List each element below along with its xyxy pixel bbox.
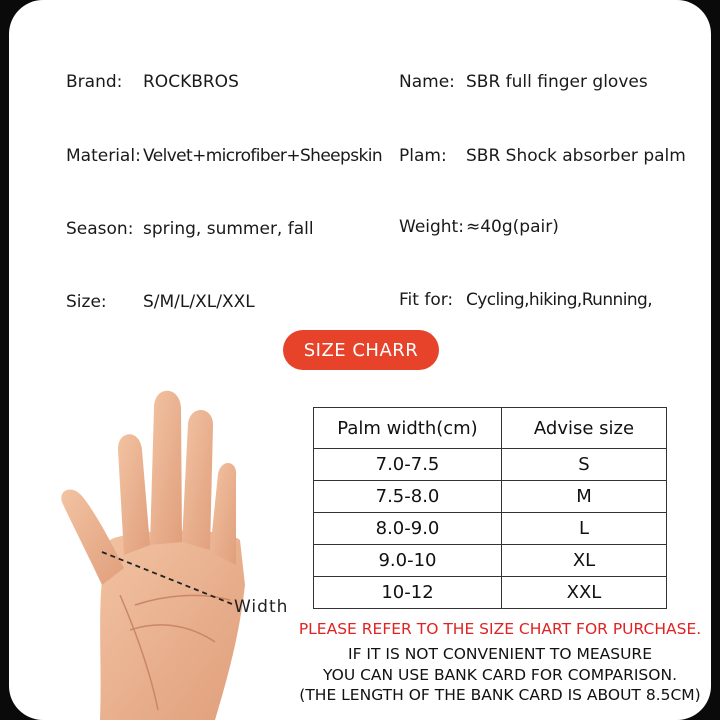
spec-value: spring, summer, fall bbox=[143, 219, 314, 239]
column-header: Palm width(cm) bbox=[314, 408, 502, 449]
spec-label: Name: bbox=[399, 72, 455, 92]
measure-note-line2: YOU CAN USE BANK CARD FOR COMPARISON. bbox=[323, 666, 677, 684]
table-row bbox=[314, 545, 667, 577]
size-chart-table bbox=[313, 407, 667, 609]
size-chart-button[interactable]: SIZE CHARR bbox=[283, 330, 439, 370]
measure-note-line3: (THE LENGTH OF THE BANK CARD IS ABOUT 8.5CM) bbox=[299, 686, 701, 704]
palm-shape bbox=[61, 391, 245, 720]
spec-label: Material: bbox=[66, 146, 141, 166]
hand-width-label: Width bbox=[234, 597, 289, 617]
table-row bbox=[314, 577, 667, 609]
measure-note-line1: IF IT IS NOT CONVENIENT TO MEASURE bbox=[348, 645, 652, 663]
table-cell: 10-12 bbox=[314, 577, 502, 609]
table-cell: 7.0-7.5 bbox=[314, 449, 502, 481]
table-row bbox=[314, 449, 667, 481]
spec-label: Size: bbox=[66, 292, 107, 312]
spec-label: Brand: bbox=[66, 72, 123, 92]
spec-value: ≈40g(pair) bbox=[466, 217, 559, 237]
spec-label: Season: bbox=[66, 219, 134, 239]
table-cell: XL bbox=[502, 545, 667, 577]
spec-value: Velvet+microfiber+Sheepskin bbox=[143, 146, 383, 166]
table-cell: 7.5-8.0 bbox=[314, 481, 502, 513]
spec-label: Fit for: bbox=[399, 290, 454, 310]
table-cell: 8.0-9.0 bbox=[314, 513, 502, 545]
table-cell: L bbox=[502, 513, 667, 545]
table-row bbox=[314, 481, 667, 513]
spec-value: S/M/L/XL/XXL bbox=[143, 292, 255, 312]
table-cell: M bbox=[502, 481, 667, 513]
column-header: Advise size bbox=[502, 408, 667, 449]
spec-label: Plam: bbox=[399, 146, 447, 166]
spec-value: Cycling,hiking,Running, bbox=[466, 290, 652, 310]
table-row bbox=[314, 513, 667, 545]
table-cell: 9.0-10 bbox=[314, 545, 502, 577]
spec-value: ROCKBROS bbox=[143, 72, 239, 92]
spec-value: SBR full finger gloves bbox=[466, 72, 648, 92]
table-header-row bbox=[314, 408, 667, 449]
table-cell: S bbox=[502, 449, 667, 481]
spec-label: Weight: bbox=[399, 217, 464, 237]
table-cell: XXL bbox=[502, 577, 667, 609]
spec-value: SBR Shock absorber palm bbox=[466, 146, 686, 166]
purchase-warning: PLEASE REFER TO THE SIZE CHART FOR PURCHASE. bbox=[298, 620, 702, 638]
hand-illustration bbox=[40, 380, 310, 720]
